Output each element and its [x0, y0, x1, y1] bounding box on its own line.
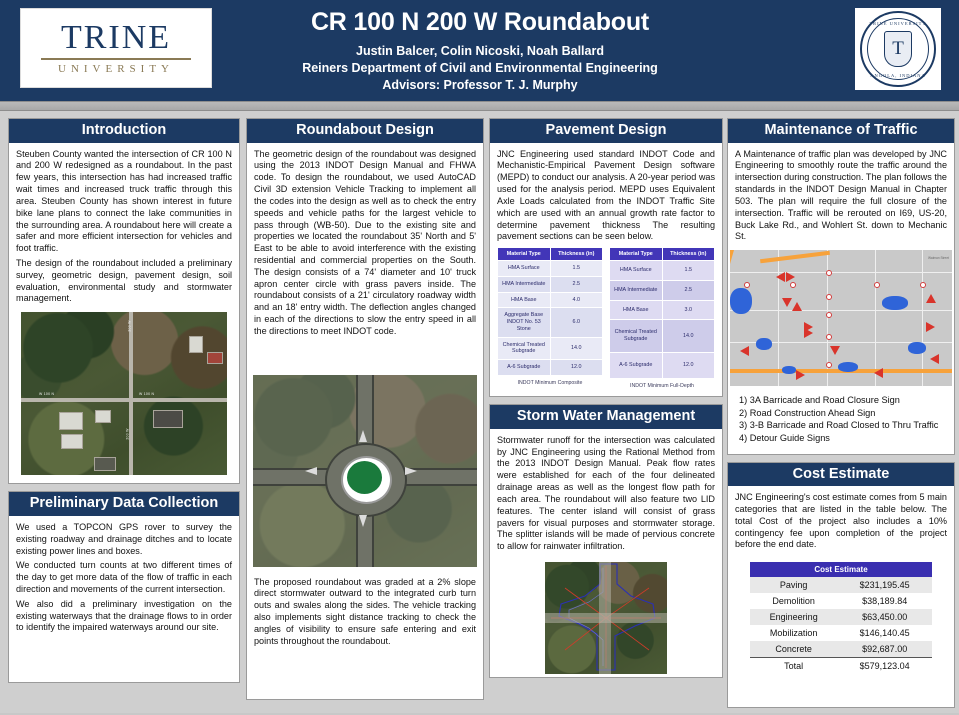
- fulldepth-table-caption: INDOT Minimum Full-Depth: [630, 382, 694, 389]
- table-row: HMA Intermediate 2.5: [498, 276, 603, 292]
- table-row: Aggregate Base INDOT No. 53 Stone 6.0: [498, 308, 603, 337]
- seal-top-text: TRINE UNIVERSITY: [869, 21, 927, 26]
- pavement-composite-table: [497, 247, 603, 376]
- section-maintenance-of-traffic: [727, 118, 955, 455]
- header-divider: [0, 101, 959, 111]
- detour-route-i69: [730, 250, 734, 386]
- trine-university-logo: [20, 8, 212, 88]
- cost-estimate-table: [750, 562, 932, 674]
- column-four: [727, 118, 955, 715]
- aerial-intersection-photo: W 100 N W 100 N 200 W 200 W: [21, 312, 227, 475]
- preliminary-paragraph-3: We also did a preliminary investigation on the existing waterways that the drainage flows to in order to identify the impaired waterways around our site.: [16, 598, 232, 633]
- drainage-area-delineation-map: [545, 562, 667, 674]
- pavement-full-depth-table: [609, 247, 715, 379]
- section-roundabout-design: [246, 118, 484, 700]
- table-row: HMA Base 4.0: [498, 292, 603, 308]
- table-row: Demolition $38,189.84: [772, 596, 908, 607]
- storm-water-heading: Storm Water Management: [490, 405, 722, 429]
- introduction-paragraph-2: The design of the roundabout included a preliminary survey, geometric design, pavement design, soil evaluation, environmental study and stormwater management.: [16, 257, 232, 304]
- composite-col-material: Material Type: [498, 248, 551, 261]
- pavement-paragraph-1: JNC Engineering used standard INDOT Code and Mechanistic-Empirical Pavement Design software (MEPD) to conduct our analysis. A 20-year period was used for the analysis period. MEPD uses Equivalent Axle Loads calculated from the INDOT Traffic Site which are used with an annual growth rate factor to determine pavement thickness The resulting pavement sections can be seen below.: [497, 148, 715, 242]
- splitter-island-west: [305, 467, 317, 475]
- list-item: 3) 3-B Barricade and Road Closed to Thru Traffic: [739, 420, 939, 431]
- composite-table-caption: INDOT Minimum Composite: [517, 379, 583, 386]
- preliminary-paragraph-1: We used a TOPCON GPS rover to survey the existing roadway and drainage ditches and to locate existing power lines and boxes.: [16, 521, 232, 556]
- table-row-total: Total $579,123.04: [750, 658, 932, 675]
- fulldepth-col-thickness: Thickness (in): [662, 248, 715, 261]
- roundabout-design-render: [253, 375, 477, 567]
- cost-estimate-paragraph-1: JNC Engineering's cost estimate comes from 5 main categories that are listed in the table below. The total Cost of the project also includes a 10% contingency fee upon completion of the project before the end date.: [735, 492, 947, 550]
- title-block: [220, 4, 740, 94]
- table-row: HMA Intermediate 2.5: [610, 280, 715, 300]
- map-street-label: Walman Street: [928, 256, 949, 261]
- introduction-paragraph-1: Steuben County wanted the intersection of CR 100 N and 200 W redesigned as a roundabout. In the past few years, this intersection has had increased traffic wait times and increased truck traffic through this area. Steuben County has shown interest in future bike lane plans to connect the lake communities in the surrounding area. A roundabout here will create a safer and more efficient intersection for vehicles and foot traffic.: [16, 148, 232, 254]
- roundabout-closing-paragraph: The proposed roundabout was graded at a 2% slope direct stormwater outward to the integrated curb turn outs and swales along the sides. The vehicle tracking also implements sight distance tracking to check the angles of visibility to ensure safe entering and exit points throughout the roundabout.: [254, 576, 476, 646]
- cost-table-header: Cost Estimate: [750, 562, 932, 577]
- logo-divider-rule: [41, 58, 191, 60]
- table-row: HMA Surface 1.5: [610, 261, 715, 281]
- mot-sign-list: [735, 395, 947, 444]
- poster-header: [0, 0, 959, 101]
- fulldepth-col-material: Material Type: [610, 248, 663, 261]
- section-cost-estimate: [727, 462, 955, 708]
- section-storm-water-management: [489, 404, 723, 678]
- splitter-island-east: [405, 467, 417, 475]
- column-three: [489, 118, 723, 685]
- detour-route-map: [730, 250, 952, 386]
- section-preliminary-data-collection: [8, 491, 240, 683]
- column-one: [8, 118, 240, 690]
- table-row: Paving $231,195.45: [750, 577, 932, 593]
- composite-col-thickness: Thickness (in): [550, 248, 603, 261]
- logo-subtitle: UNIVERSITY: [58, 63, 174, 75]
- preliminary-paragraph-2: We conducted turn counts at two different times of the day to get more data of the flow of traffic in each direction and movements of the current intersection.: [16, 560, 232, 594]
- column-two: [246, 118, 484, 707]
- section-introduction: [8, 118, 240, 484]
- table-row: Engineering $63,450.00: [750, 609, 932, 625]
- mot-paragraph-1: A Maintenance of traffic plan was developed by JNC Engineering to smoothly route the traffic around the intersection during construction. The plan follows the standards in the INDOT Design Manual in Chapter 503. The plan will require the full closure of the intersection. Traffic will be rerouted on I69, US-20, Buck Lake Rd., and Wohlert St. down to Mechanic St.: [735, 148, 947, 242]
- list-item: 2) Road Construction Ahead Sign: [739, 407, 876, 418]
- table-row: Concrete $92,687.00: [750, 641, 932, 658]
- introduction-heading: Introduction: [9, 119, 239, 143]
- page-title: CR 100 N 200 W Roundabout: [310, 8, 650, 36]
- drainage-polygons-overlay: [545, 562, 667, 674]
- section-pavement-design: [489, 118, 723, 397]
- cost-estimate-heading: Cost Estimate: [728, 463, 954, 487]
- splitter-island-north: [359, 430, 367, 442]
- advisor-line: Advisors: Professor T. J. Murphy: [382, 78, 578, 92]
- table-row: A-6 Subgrade 12.0: [610, 352, 715, 378]
- splitter-island-south: [359, 515, 367, 527]
- pavement-design-heading: Pavement Design: [490, 119, 722, 143]
- logo-wordmark: TRINE: [60, 19, 172, 56]
- maintenance-of-traffic-heading: Maintenance of Traffic: [728, 119, 954, 143]
- seal-shield-icon: T: [884, 31, 912, 67]
- table-row: Chemical Treated Subgrade 14.0: [610, 320, 715, 353]
- list-item: 4) Detour Guide Signs: [739, 432, 830, 443]
- roundabout-design-heading: Roundabout Design: [247, 119, 483, 143]
- list-item: 1) 3A Barricade and Road Closure Sign: [739, 395, 900, 406]
- table-row: Mobilization $146,140.45: [769, 628, 910, 639]
- roundabout-paragraph-1: The geometric design of the roundabout was designed using the 2013 INDOT Design Manual and FHWA code. To design the roundabout, we used AutoCAD Civil 3D extension Vehicle Tracking to implement all the codes into the design as well as to check the entry speeds and vehicle paths for the largest vehicle to pass through (WB-50). Due to the existing site and properties we located the roundabout 35' North and 5' East to be able to avoid interference with the existing residential and commercial properties on the South. The design consists of a 74' diameter and 10' truck apron center circle with grass pavers inside. The roundabout consists of a 21' circulatory roadway width and an 18' entry width. The deflection angles changed in each of the directions to slow the entry speed in all the directions to meet INDOT code.: [254, 148, 476, 336]
- department-line: Reiners Department of Civil and Environmental Engineering: [302, 60, 658, 75]
- table-row: Chemical Treated Subgrade 14.0: [498, 337, 603, 360]
- preliminary-data-heading: Preliminary Data Collection: [9, 492, 239, 516]
- seal-bottom-text: ANGOLA, INDIANA: [870, 73, 926, 78]
- university-seal: [855, 8, 941, 90]
- table-row: HMA Surface 1.5: [498, 261, 603, 277]
- storm-water-paragraph-1: Stormwater runoff for the intersection was calculated by JNC Engineering using the Rational Method from the 2013 INDOT Design Manual. Peak flow rates were established for each of the four delineated drainage areas as well as the longest flow path for each area. The roundabout will also feature two LID features. The center island will consist of grass pavers for visual purposes and stormwater storage. The splitter islands will be made of pervious concrete to allow for rainwater infiltration.: [497, 434, 715, 552]
- author-list: Justin Balcer, Colin Nicoski, Noah Ballard: [356, 43, 604, 58]
- table-row: A-6 Subgrade 12.0: [498, 360, 603, 376]
- table-row: HMA Base 3.0: [610, 300, 715, 320]
